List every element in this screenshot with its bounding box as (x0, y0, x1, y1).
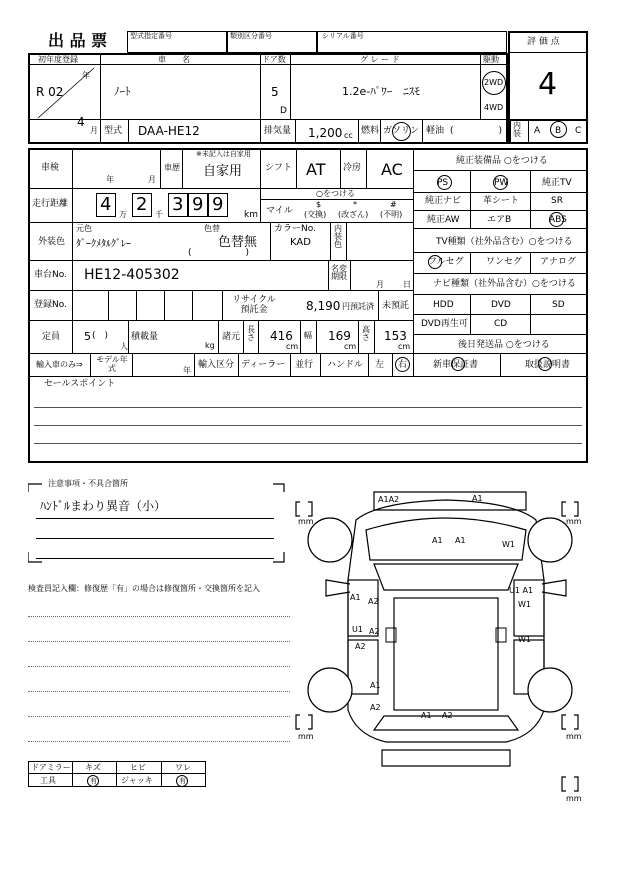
legend-door-mirror: ドアミラー (31, 763, 71, 772)
altered-symbol: * (353, 200, 357, 209)
handle-label: ハンドル (327, 360, 364, 370)
mark-rear-left-1: A1 (370, 681, 381, 690)
sales-point-label: セールスポイント (44, 379, 116, 389)
drive-2wd: 2WD (484, 78, 504, 87)
equip-leather: 革シート (483, 196, 520, 206)
fuel-label: 燃料 (361, 126, 380, 136)
model-year-label: モデル年式 (96, 355, 128, 373)
navi-dvd: DVD (491, 300, 511, 310)
grade-label: グ レ ー ド (360, 55, 400, 64)
fuel-gasoline: ガソリン (383, 126, 420, 136)
navi-header: ナビ種類（社外品含む）○をつける (433, 279, 576, 289)
mark-rear-1: A1 (421, 711, 432, 720)
mileage-sen: 千 (155, 210, 163, 219)
drive-4wd: 4WD (484, 103, 504, 112)
interior-grade-a: A (534, 126, 541, 136)
car-name-value: ﾉｰﾄ (114, 85, 131, 98)
mark-right-1a: U1 A1 (509, 586, 534, 595)
mark-right-2: W1 (518, 635, 531, 644)
load-unit: kg (205, 341, 215, 350)
recycle-not: 未預託 (382, 301, 410, 311)
navi-dvd-play: DVD再生可 (421, 319, 468, 329)
legend-jack-yes: 有 (179, 777, 186, 785)
navi-sd: SD (552, 300, 565, 310)
legend-tools-yes: 有 (90, 777, 97, 785)
mark-roof-1: A1 (432, 536, 443, 545)
load-label: 積載量 (131, 332, 159, 342)
orig-color-value: ﾀﾞｰｸﾒﾀﾙｸﾞﾚｰ (76, 239, 131, 250)
shift-label: シフト (265, 163, 293, 173)
usage-value: 自家用 (203, 164, 243, 179)
mark-front-right: A1 (472, 494, 483, 503)
car-damage-diagram (286, 480, 592, 810)
usage-note: ※未記入は自家用 (196, 150, 251, 158)
first-reg-year-unit: 年 (82, 71, 90, 80)
navi-cd: CD (494, 319, 508, 329)
diagram-mm-rl: mm (298, 732, 314, 741)
shaken-month-unit: 月 (148, 175, 156, 184)
mark-left-1b: A2 (368, 597, 379, 606)
interior-grade-c: C (575, 126, 582, 136)
paint-change-value: 色替無 (218, 235, 258, 250)
diagram-mm-spare: mm (566, 794, 582, 803)
mark-left-1a: A1 (350, 593, 361, 602)
mileage-miles: マイル (266, 206, 293, 216)
fuel-diesel: 軽油 (426, 126, 445, 136)
mileage-digit-1: 4 (100, 194, 112, 215)
plate-label: 諸元 (222, 332, 241, 342)
mileage-digit-5: 9 (212, 194, 224, 215)
chassis-label: 車台No. (34, 270, 67, 280)
shaken-label: 車検 (41, 163, 60, 173)
legend-kizu: キズ (85, 763, 101, 772)
tv-header: TV種類（社外品含む）○をつける (436, 237, 573, 247)
displacement-unit: cc (344, 131, 353, 140)
mileage-digit-2: 2 (136, 194, 148, 215)
later-warranty: 新車保証書 (433, 360, 479, 370)
import-class-label: 輸入区分 (198, 360, 235, 370)
paint-change-label: 色替 (204, 224, 220, 233)
model-label: 型式 (104, 126, 123, 136)
equip-abs: ABS (549, 215, 567, 225)
color-no-value: KAD (290, 237, 311, 248)
door-type: D (280, 106, 287, 116)
capacity-label: 定員 (42, 332, 61, 342)
mark-roof-2: A1 (455, 536, 466, 545)
altered-label: (改ざん) (338, 210, 369, 219)
mileage-tsukeru: ○をつける (316, 189, 355, 198)
score-label: 評 価 点 (527, 37, 560, 47)
fuel-other: ( ) (450, 126, 503, 136)
notes-text: ﾊﾝﾄﾞﾙまわり異音（小） (40, 499, 167, 513)
first-reg-month: 4 (77, 115, 85, 129)
displacement-label: 排気量 (264, 126, 292, 136)
mileage-man: 万 (119, 210, 127, 219)
inspector-note: 検査員記入欄：修復歴「有」の場合は修復箇所・交換箇所を記入 (28, 584, 260, 593)
later-manual-circle (538, 357, 552, 371)
height-value: 153 (384, 329, 407, 343)
fuel-gasoline-circle (392, 122, 411, 141)
capacity-paren: ( ) (92, 331, 109, 341)
mark-rear-2: A2 (442, 711, 453, 720)
equip-navi: 純正ナビ (425, 196, 462, 206)
height-label: 高さ (362, 325, 370, 342)
chassis-value: HE12-405302 (84, 267, 180, 283)
handle-right: 右 (398, 360, 408, 370)
capacity-unit: 人 (120, 342, 128, 351)
ac-value: AC (381, 160, 403, 179)
length-value: 416 (270, 329, 293, 343)
handle-left: 左 (375, 360, 385, 370)
tv-full-circle (428, 255, 442, 269)
width-label: 幅 (304, 331, 312, 340)
tv-one: ワンセグ (486, 257, 523, 267)
model-year-unit: 年 (183, 366, 191, 375)
import-dealer: ディーラー (241, 360, 286, 370)
exchanged-label: (交換) (304, 210, 327, 219)
orig-color-label: 元色 (76, 224, 92, 233)
mark-right-front: W1 (502, 540, 515, 549)
width-unit: cm (344, 342, 357, 351)
ac-label: 冷房 (343, 163, 362, 173)
name-change-day: 日 (403, 280, 411, 289)
later-warranty-circle (451, 357, 465, 371)
mark-front-left: A1A2 (378, 495, 400, 504)
score-value: 4 (538, 67, 558, 102)
type-no-label: 型式指定番号 (130, 32, 172, 40)
exchanged-symbol: $ (316, 200, 322, 209)
capacity-value: 5 (84, 330, 91, 343)
first-reg-label: 初年度登録 (38, 55, 78, 64)
grade-value: 1.2e-ﾊﾟﾜｰ ﾆｽﾓ (342, 85, 420, 98)
length-unit: cm (286, 342, 299, 351)
interior-color-label: 内装色 (334, 224, 342, 249)
diagram-mm-fr: mm (566, 517, 582, 526)
mark-right-1b: W1 (518, 600, 531, 609)
later-manual: 取扱説明書 (525, 360, 571, 370)
notes-label: 注意事項・不具合箇所 (48, 479, 128, 488)
drive-label: 駆動 (483, 55, 499, 64)
equip-airbag: エアB (487, 215, 512, 225)
diagram-mm-rr: mm (566, 732, 582, 741)
equip-sr: SR (551, 196, 563, 206)
usage-label: 車歴 (164, 163, 180, 172)
mark-rear-left-2: A2 (370, 703, 381, 712)
legend-hibi: ヒビ (130, 763, 146, 772)
doors-value: 5 (271, 85, 279, 99)
width-value: 169 (328, 329, 351, 343)
mileage-km: km (244, 210, 258, 220)
equip-abs-circle (549, 212, 564, 227)
mark-left-2b: A2 (369, 627, 380, 636)
tv-analog: アナログ (540, 257, 577, 267)
navi-hdd: HDD (433, 300, 454, 310)
first-reg-month-unit: 月 (90, 126, 98, 135)
import-parallel: 並行 (295, 360, 314, 370)
equip-tv: 純正TV (542, 178, 572, 188)
paint-change-paren: ( ) (188, 248, 250, 258)
equip-ps: PS (437, 178, 449, 188)
diagram-mm-fl: mm (298, 517, 314, 526)
later-header: 後日発送品 ○をつける (458, 340, 550, 350)
mileage-label: 走行距離 (32, 199, 69, 209)
legend-tools: 工具 (40, 776, 56, 785)
shaken-year-unit: 年 (106, 175, 114, 184)
mileage-digit-3: 3 (172, 194, 184, 215)
serial-label: シリアル番号 (322, 32, 364, 40)
equip-pw: PW (494, 178, 509, 188)
interior-grade-b: B (555, 126, 562, 136)
first-reg-year: R 02 (36, 85, 64, 99)
recycle-value: 8,190 (306, 299, 341, 313)
doors-label: ドア数 (262, 55, 286, 64)
tv-full: フルセグ (428, 257, 464, 267)
legend-ware: ワレ (175, 763, 191, 772)
height-unit: cm (398, 342, 411, 351)
recycle-label: リサイクル預託金 (232, 295, 276, 315)
color-label: 外装色 (38, 237, 66, 247)
interior-label: 内装 (513, 121, 521, 138)
unknown-symbol: # (390, 200, 397, 209)
reg-label: 登録No. (34, 300, 67, 310)
mark-left-2a: U1 (352, 625, 363, 634)
shift-value: AT (306, 160, 326, 179)
name-change-label: 名変期限 (331, 264, 347, 281)
import-only-label: 輸入車のみ⇒ (36, 360, 83, 369)
car-name-label: 車 名 (158, 55, 190, 64)
recycle-unit: 円預託済 (342, 302, 374, 311)
name-change-month: 月 (376, 280, 384, 289)
legend-jack: ジャッキ (121, 776, 153, 785)
notes-bracket (28, 478, 288, 568)
length-label: 長さ (247, 325, 255, 342)
mileage-digit-4: 9 (192, 194, 204, 215)
equip-pw-circle (493, 175, 508, 190)
form-title: 出 品 票 (48, 31, 108, 50)
displacement-value: 1,200 (308, 126, 343, 140)
handle-right-circle (395, 357, 410, 372)
class-no-label: 類別区分番号 (230, 32, 272, 40)
color-no-label: カラーNo. (274, 224, 316, 234)
equip-ps-circle (437, 175, 452, 190)
unknown-label: (不明) (380, 210, 403, 219)
model-value: DAA-HE12 (138, 124, 200, 138)
equipment-header: 純正装備品 ○をつける (456, 156, 548, 166)
equip-aw: 純正AW (427, 215, 460, 225)
mark-left-2c: A2 (355, 642, 366, 651)
